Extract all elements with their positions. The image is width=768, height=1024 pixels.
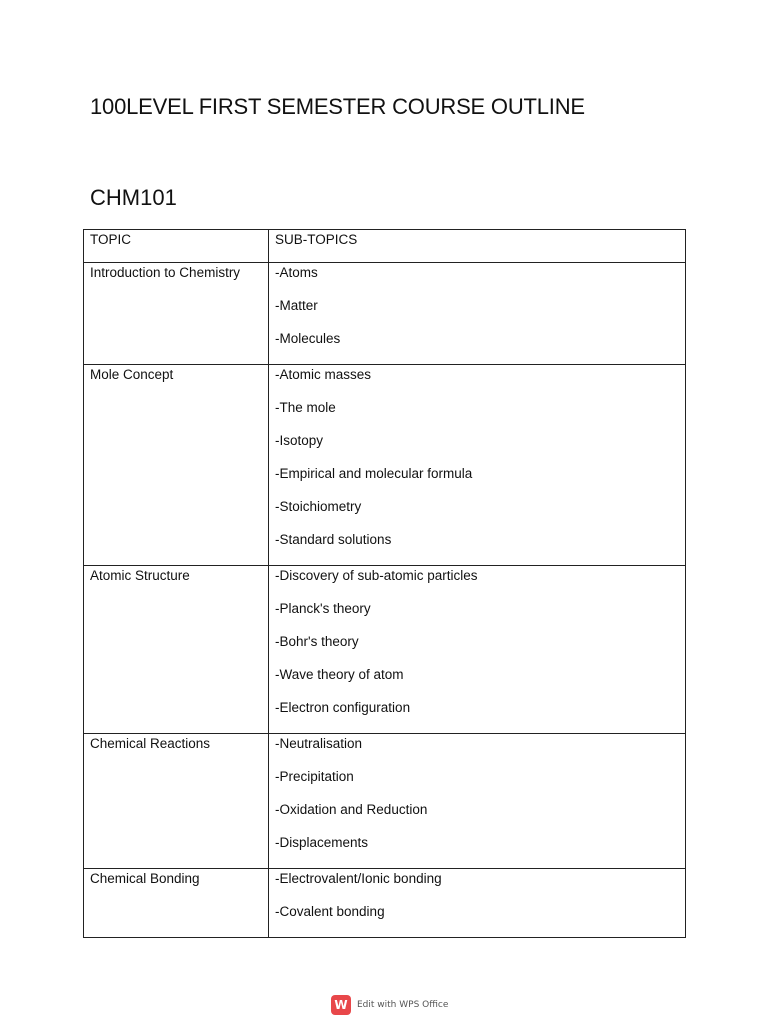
subtopic-item: -Electron configuration: [275, 700, 411, 715]
subtopic-item: -Oxidation and Reduction: [275, 802, 428, 817]
topic-label: Chemical Bonding: [90, 871, 200, 886]
subtopics-cell: [269, 263, 686, 365]
wps-edit-banner[interactable]: [331, 994, 448, 1016]
subtopic-item: -Discovery of sub-atomic particles: [275, 568, 478, 583]
subtopic-item: -The mole: [275, 400, 336, 415]
subtopic-item: -Molecules: [275, 331, 341, 346]
course-outline-table: [83, 229, 686, 938]
subtopic-item: -Stoichiometry: [275, 499, 362, 514]
table-row: [84, 566, 686, 734]
topic-label: Mole Concept: [90, 367, 174, 382]
wps-edit-label: Edit with WPS Office: [357, 1000, 449, 1010]
subtopics-cell: [269, 365, 686, 566]
course-code-heading: CHM101: [90, 185, 177, 210]
header-subtopics: SUB-TOPICS: [269, 230, 686, 263]
wps-office-icon: W: [331, 995, 351, 1015]
table-row: [84, 263, 686, 365]
subtopic-item: -Atomic masses: [275, 367, 372, 382]
subtopic-item: -Standard solutions: [275, 532, 392, 547]
topic-cell: [84, 365, 269, 566]
table-header-row: [84, 230, 686, 263]
subtopic-item: -Neutralisation: [275, 736, 363, 751]
topic-label: Atomic Structure: [90, 568, 190, 583]
subtopics-cell: [269, 566, 686, 734]
table-row: [84, 869, 686, 938]
topic-cell: [84, 566, 269, 734]
subtopic-item: -Covalent bonding: [275, 904, 385, 919]
subtopic-item: -Bohr's theory: [275, 634, 359, 649]
subtopic-item: -Atoms: [275, 265, 318, 280]
subtopic-item: -Electrovalent/Ionic bonding: [275, 871, 442, 886]
topic-label: Chemical Reactions: [90, 736, 211, 751]
topic-label: Introduction to Chemistry: [90, 265, 241, 280]
subtopic-item: -Empirical and molecular formula: [275, 466, 473, 481]
subtopic-item: -Wave theory of atom: [275, 667, 404, 682]
subtopic-item: -Planck's theory: [275, 601, 371, 616]
subtopic-item: -Displacements: [275, 835, 369, 850]
subtopic-item: -Precipitation: [275, 769, 354, 784]
topic-cell: [84, 263, 269, 365]
topic-cell: [84, 734, 269, 869]
subtopics-cell: [269, 869, 686, 938]
table-row: [84, 734, 686, 869]
subtopic-item: -Isotopy: [275, 433, 324, 448]
document-title: 100LEVEL FIRST SEMESTER COURSE OUTLINE: [90, 94, 585, 119]
subtopic-item: -Matter: [275, 298, 318, 313]
topic-cell: [84, 869, 269, 938]
subtopics-cell: [269, 734, 686, 869]
header-topic: TOPIC: [84, 230, 269, 263]
table-row: [84, 365, 686, 566]
